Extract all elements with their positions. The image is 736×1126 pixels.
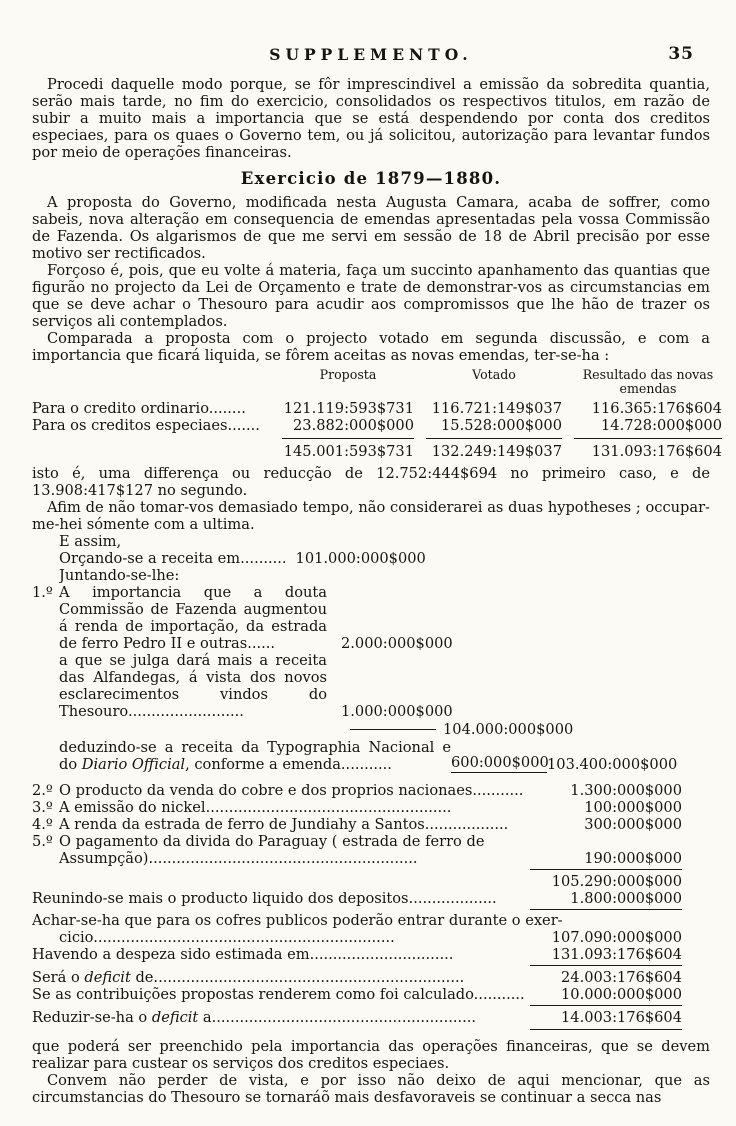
table-row-creditos-especiaes	[32, 417, 722, 434]
ledger-item-4	[32, 816, 682, 833]
item-number: 4.º	[32, 816, 53, 833]
total-votado: 132.249:149$037	[426, 438, 562, 460]
item-text: A importancia que a douta Commissão de Fazenda augmentou á renda de importação, da estrada de ferro Pedro II e outras......	[59, 584, 327, 652]
italic-diario-official: Diario Official	[81, 756, 186, 773]
subtotal-104-row	[350, 720, 682, 739]
ledger-item-2	[32, 782, 682, 799]
paragraph-preenchido: que poderá ser preenchido pela importancia das operações financeiras, que se devem realizar para custear os serviços dos creditos especiaes.	[32, 1038, 710, 1072]
liquid-amount: 103.400:000$000	[547, 756, 678, 773]
ledger-line-sera-deficit	[32, 963, 682, 986]
row-label: Para os creditos especiaes.......	[32, 417, 260, 434]
ledger-item-1	[32, 584, 682, 720]
item-1-part-a	[59, 584, 682, 652]
italic-deficit: deficit	[84, 969, 131, 986]
paragraph-afim: Afim de não tomar-vos demasiado tempo, não considerarei as duas hypotheses ; occupar-me-hei sómente com a ultima.	[32, 499, 710, 533]
item-text: Assumpção)..........................................................	[59, 850, 418, 867]
ledger-line-reunindo	[32, 890, 682, 912]
line-text: Juntando-se-lhe:	[59, 567, 180, 584]
comparison-table	[32, 367, 722, 460]
table-total-row	[32, 434, 722, 460]
column-header-proposta: Proposta	[319, 367, 377, 382]
total-proposta: 145.001:593$731	[282, 438, 414, 460]
ledger-item-5-line-1	[32, 833, 682, 850]
line-amount: 24.003:176$604	[530, 965, 682, 986]
subtotal-receita-row	[32, 867, 682, 890]
item-amount: 1.000:000$000	[341, 703, 453, 720]
sum-rule	[350, 729, 436, 730]
italic-deficit: deficit	[151, 1009, 199, 1026]
cell-proposta: 121.119:593$731	[283, 400, 414, 417]
cell-resultado: 116.365:176$604	[591, 400, 722, 417]
page-header	[32, 46, 710, 68]
line-amount: 14.003:176$604	[530, 1005, 682, 1030]
ledger-line-e-assim	[32, 533, 682, 550]
ledger-line-havendo	[32, 946, 682, 963]
table-row-credito-ordinario	[32, 400, 722, 417]
item-number: 2.º	[32, 782, 53, 799]
paragraph-forcoso: Forçoso é, pois, que eu volte á materia, faça um succinto apanhamento das quantias que figurão no projecto da Lei de Orçamento e trate de demonstrar-vos as circumstancias em que se deve achar o Thesouro para acudir aos compromissos que lhe hão de trazer os serviços ali contemplados.	[32, 262, 710, 330]
subtotal-amount: 105.290:000$000	[530, 869, 682, 890]
ledger-line-achar-1	[32, 912, 682, 929]
line-text: Orçando-se a receita em..........	[59, 550, 287, 567]
column-header-resultado: Resultado das novas emendas	[582, 367, 714, 396]
line-text: Achar-se-ha que para os cofres publicos poderão entrar durante o exer-	[32, 912, 563, 929]
item-1-part-b	[59, 652, 682, 720]
line-text: Havendo a despeza sido estimada em...............................	[32, 946, 454, 963]
line-text: cicio.................................................................	[59, 929, 395, 946]
item-number: 1.º	[32, 584, 53, 601]
ledger-line-reduzir-deficit	[32, 1003, 682, 1032]
item-text: O producto da venda do cobre e dos proprios nacionaes...........	[59, 782, 524, 799]
item-text: O pagamento da divida do Paraguay ( estrada de ferro de	[59, 833, 485, 850]
page-header-title: SUPPLEMENTO.	[269, 45, 473, 64]
line-text: Reunindo-se mais o producto liquido dos depositos...................	[32, 890, 497, 907]
paragraph-intro: Procedi daquelle modo porque, se fôr imprescindivel a emissão da sobredita quantia, serão mais tarde, no fim do exercicio, consolidados os respectivos titulos, em razão de subir a muito mais a importancia que se está despendendo por conta dos creditos especiaes, para os quaes o Governo tem, ou já solicitou, autorização para levantar fundos por meio de operações financeiras.	[32, 76, 710, 161]
item-text: A renda da estrada de ferro de Jundiahy a Santos..................	[59, 816, 509, 833]
paragraph-comparada: Comparada a proposta com o projecto votado em segunda discussão, e com a importancia que ficará liquida, se fôrem aceitas as novas emendas, ter-se-ha :	[32, 330, 710, 364]
line-amount: 10.000:000$000	[561, 986, 682, 1003]
item-amount: 2.000:000$000	[341, 635, 453, 652]
cell-resultado: 14.728:000$000	[601, 417, 722, 434]
item-text: A emissão do nickel.....................................................	[59, 799, 452, 816]
line-text: Se as contribuições propostas renderem como foi calculado...........	[32, 986, 525, 1003]
item-number: 5.º	[32, 833, 53, 850]
cell-votado: 116.721:149$037	[431, 400, 562, 417]
cell-votado: 15.528:000$000	[441, 417, 562, 434]
column-header-votado: Votado	[472, 367, 516, 382]
page-number: 35	[668, 44, 694, 64]
item-amount: 300:000$000	[584, 816, 682, 833]
ledger-line-contribuicoes	[32, 986, 682, 1003]
ledger-item-3	[32, 799, 682, 816]
item-amount: 190:000$000	[584, 850, 682, 867]
line-text: Reduzir-se-ha o deficit a.........................................................	[32, 1009, 477, 1026]
paragraph-differenca: isto é, uma differença ou reducção de 12.752:444$694 no primeiro caso, e de 13.908:417$127 no segundo.	[32, 465, 710, 499]
paragraph-proposta: A proposta do Governo, modificada nesta Augusta Camara, acaba de soffrer, como sabeis, nova alteração em consequencia de emendas apresentadas pela vossa Commissão de Fazenda. Os algarismos de que me servi em sessão de 18 de Abril precisão por esse motivo ser rectificados.	[32, 194, 710, 262]
line-text: E assim,	[59, 533, 122, 550]
row-label: Para o credito ordinario........	[32, 400, 246, 417]
ledger-line-achar-2	[32, 929, 682, 946]
line-amount: 101.000:000$000	[295, 550, 426, 567]
item-text: a que se julga dará mais a receita das Alfandegas, á vista dos novos esclarecimentos vindos do Thesouro.........................	[59, 652, 327, 720]
comparison-table-header-row	[32, 367, 714, 396]
deduction-amount: 600:000$000	[451, 754, 549, 771]
cell-proposta: 23.882:000$000	[293, 417, 414, 434]
line-text: Será o deficit de...................................................................	[32, 969, 465, 986]
total-resultado: 131.093:176$604	[574, 438, 722, 460]
paragraph-convem: Convem não perder de vista, e por isso não deixo de aqui mencionar, que as circumstancias do Thesouro se tornaráõ mais desfavoraveis se continuar a secca nas	[32, 1072, 710, 1106]
ledger-line-juntando	[32, 567, 682, 584]
ledger-line-orcando	[32, 550, 682, 567]
item-number: 3.º	[32, 799, 53, 816]
line-amount: 107.090:000$000	[551, 929, 682, 946]
ledger-line-deduzindo	[32, 739, 682, 773]
line-amount: 131.093:176$604	[551, 946, 682, 963]
line-amount: 1.800:000$000	[530, 890, 682, 910]
subtotal-amount: 104.000:000$000	[443, 721, 574, 738]
ledger-item-5-line-2	[32, 850, 682, 867]
line-text: deduzindo-se a receita da Typographia Nacional e do Diario Official, conforme a emenda...........	[59, 739, 451, 773]
item-amount: 100:000$000	[584, 799, 682, 816]
item-amount: 1.300:000$000	[570, 782, 682, 799]
section-heading: Exercicio de 1879—1880.	[240, 169, 502, 188]
budget-ledger	[32, 533, 710, 1032]
